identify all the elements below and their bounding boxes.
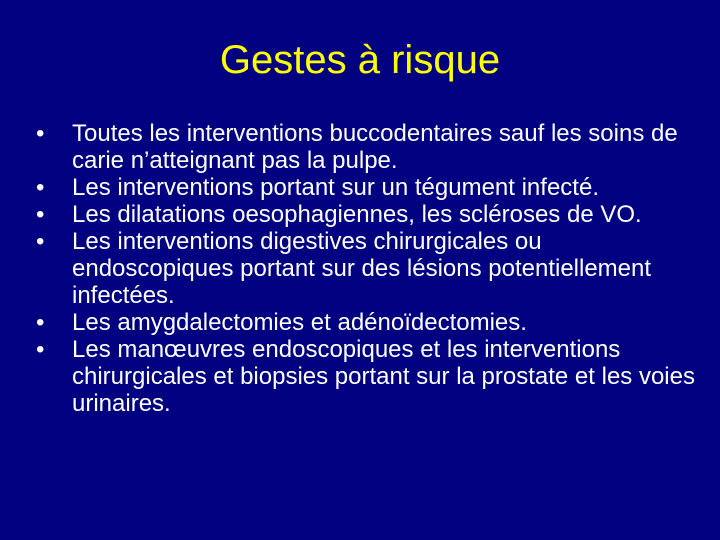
bullet-item-tegument — [36, 174, 696, 201]
bullet-item-dental — [36, 120, 696, 174]
bullet-text: Les interventions portant sur un tégument infecté. — [72, 174, 599, 201]
bullet-text: Les manœuvres endoscopiques et les interventions chirurgicales et biopsies portant sur la prostate et les voies urinaires. — [72, 336, 695, 417]
bullet-item-digestive — [36, 228, 696, 309]
bullet-item-oesophageal — [36, 201, 696, 228]
bullet-icon: • — [36, 120, 45, 147]
bullet-icon: • — [36, 174, 45, 201]
bullet-icon: • — [36, 201, 45, 228]
bullet-item-urologic — [36, 336, 696, 417]
bullet-text: Les dilatations oesophagiennes, les scléroses de VO. — [72, 201, 642, 228]
bullet-text: Toutes les interventions buccodentaires sauf les soins de carie n’atteignant pas la pulpe. — [72, 120, 678, 174]
slide-title: Gestes à risque — [219, 38, 501, 82]
bullet-item-tonsils — [36, 309, 696, 336]
bullet-icon: • — [36, 228, 45, 255]
bullet-list — [36, 120, 696, 417]
bullet-text: Les interventions digestives chirurgicales ou endoscopiques portant sur des lésions potentiellement infectées. — [72, 228, 652, 309]
bullet-icon: • — [36, 336, 45, 363]
bullet-text: Les amygdalectomies et adénoïdectomies. — [72, 309, 527, 336]
bullet-icon: • — [36, 309, 45, 336]
